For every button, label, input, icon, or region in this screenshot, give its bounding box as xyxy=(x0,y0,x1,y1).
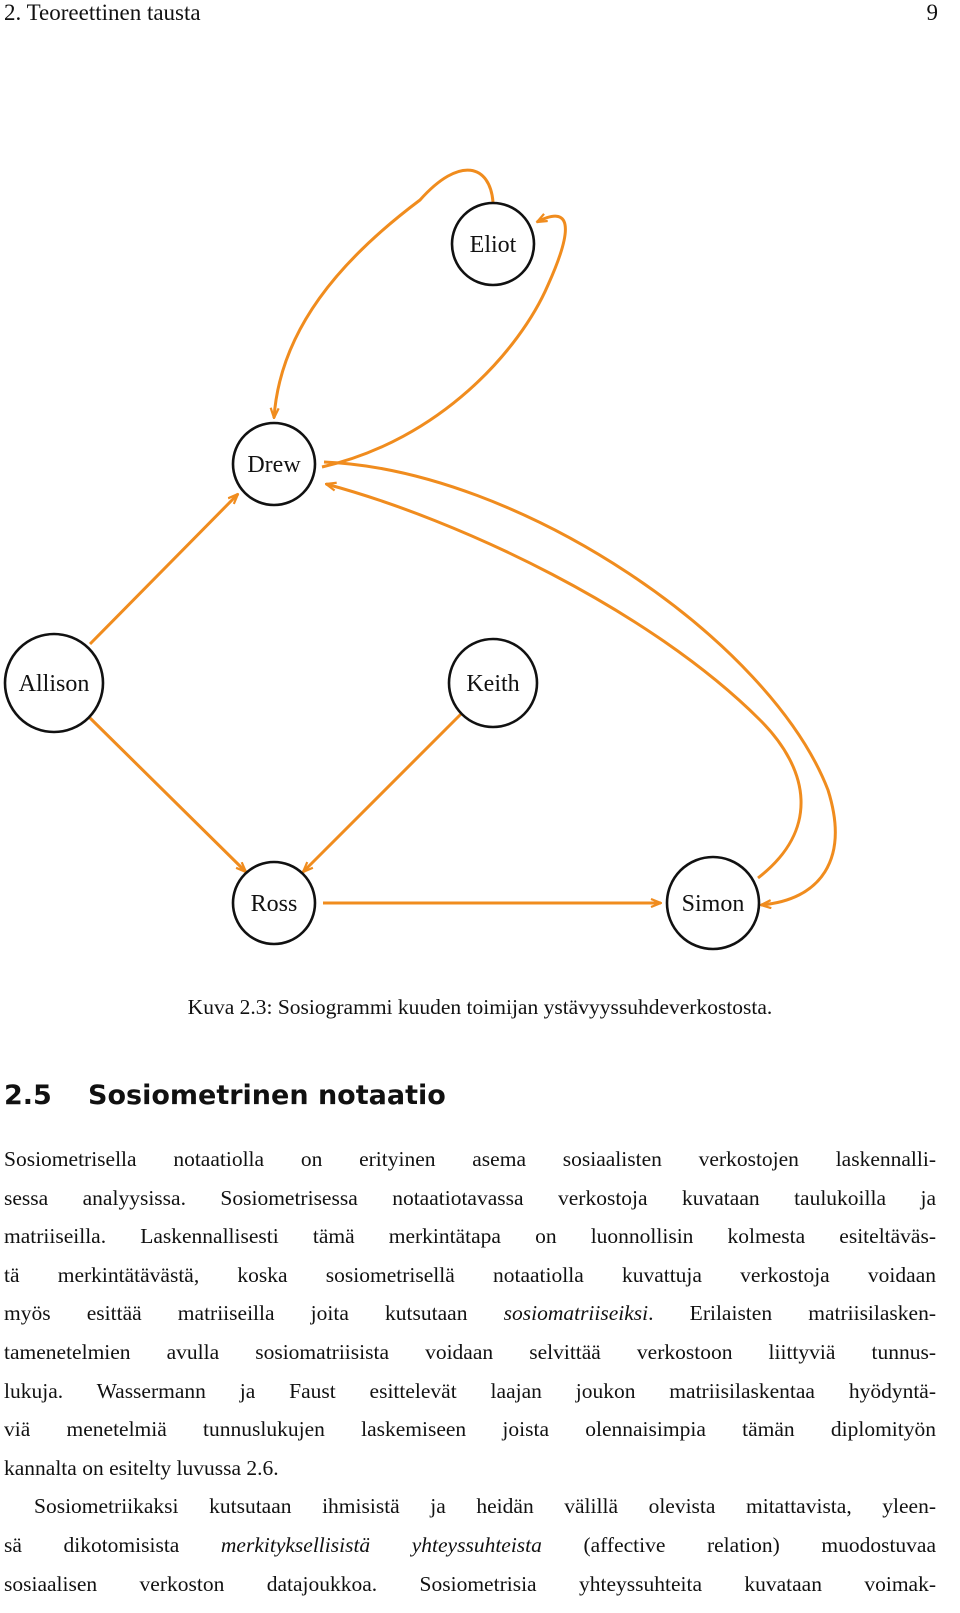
paragraph-line: sosiaalisen verkoston datajoukkoa. Sosiometrisia yhteyssuhteita kuvataan voimak- xyxy=(4,1571,936,1596)
emphasis-term: merkityksellisistä yhteyssuhteista xyxy=(220,1532,542,1557)
paragraph-line: sessa analyysissa. Sosiometrisessa notaatiotavassa verkostoja kuvataan taulukoilla ja xyxy=(4,1185,936,1210)
page-number: 9 xyxy=(926,0,938,25)
body-text xyxy=(4,1140,936,1603)
text-run: . Erilaisten matriisilasken- xyxy=(648,1301,936,1326)
sociogram-graph xyxy=(0,150,960,980)
paragraph-line: Sosiometriikaksi kutsutaan ihmisistä ja heidän välillä olevista mitattavista, yleen- xyxy=(34,1494,936,1519)
edge-allison-ross xyxy=(90,718,246,872)
node-label-drew: Drew xyxy=(247,452,301,478)
edge-allison-drew xyxy=(90,494,238,644)
emphasis-term: sosiomatriiseiksi xyxy=(503,1301,649,1326)
node-label-ross: Ross xyxy=(250,891,298,917)
section-number: 2.5 xyxy=(4,1080,52,1111)
text-run: myös esittää matriiseilla joita kutsutaan xyxy=(4,1301,504,1326)
text-run: (affective relation) muodostuvaa xyxy=(541,1532,937,1557)
section-heading xyxy=(4,1080,446,1111)
paragraph-line xyxy=(4,1294,936,1333)
paragraph-line: viä menetelmiä tunnuslukujen laskemiseen joista olennaisimpia tämän diplomityön xyxy=(4,1417,936,1442)
paragraph-line: Sosiometrisella notaatiolla on erityinen asema sosiaalisten verkostojen laskennalli- xyxy=(4,1147,936,1171)
paragraph-line: tä merkintätävästä, koska sosiometrisellä notaatiolla kuvattuja verkostoja voidaan xyxy=(4,1262,936,1287)
node-label-simon: Simon xyxy=(681,891,745,917)
chapter-title: 2. Teoreettinen tausta xyxy=(4,0,201,25)
running-header xyxy=(4,0,938,30)
edge-drew-simon xyxy=(324,462,835,905)
sociogram-figure xyxy=(0,150,960,980)
node-label-allison: Allison xyxy=(18,671,90,697)
paragraph-line xyxy=(4,1526,936,1565)
paragraph-line: tamenetelmien avulla sosiomatriisista voidaan selvittää verkostoon liittyviä tunnus- xyxy=(4,1339,936,1364)
figure-caption: Kuva 2.3: Sosiogrammi kuuden toimijan ystävyyssuhdeverkostosta. xyxy=(187,995,773,1019)
node-label-eliot: Eliot xyxy=(469,232,517,258)
edge-eliot-drew xyxy=(274,170,493,418)
paragraph-line: matriiseilla. Laskennallisesti tämä merkintätapa on luonnollisin kolmesta esiteltäväs- xyxy=(4,1224,936,1249)
paragraph-line: lukuja. Wassermann ja Faust esittelevät laajan joukon matriisilaskentaa hyödyntä- xyxy=(4,1378,936,1403)
edge-keith-ross xyxy=(303,714,461,872)
edges xyxy=(90,170,835,905)
section-title: Sosiometrinen notaatio xyxy=(88,1080,446,1111)
edge-simon-drew xyxy=(326,484,801,878)
node-label-keith: Keith xyxy=(466,671,520,697)
paragraph-line: kannalta on esitelty luvussa 2.6. xyxy=(4,1455,279,1480)
text-run: sä dikotomisista xyxy=(4,1532,221,1557)
